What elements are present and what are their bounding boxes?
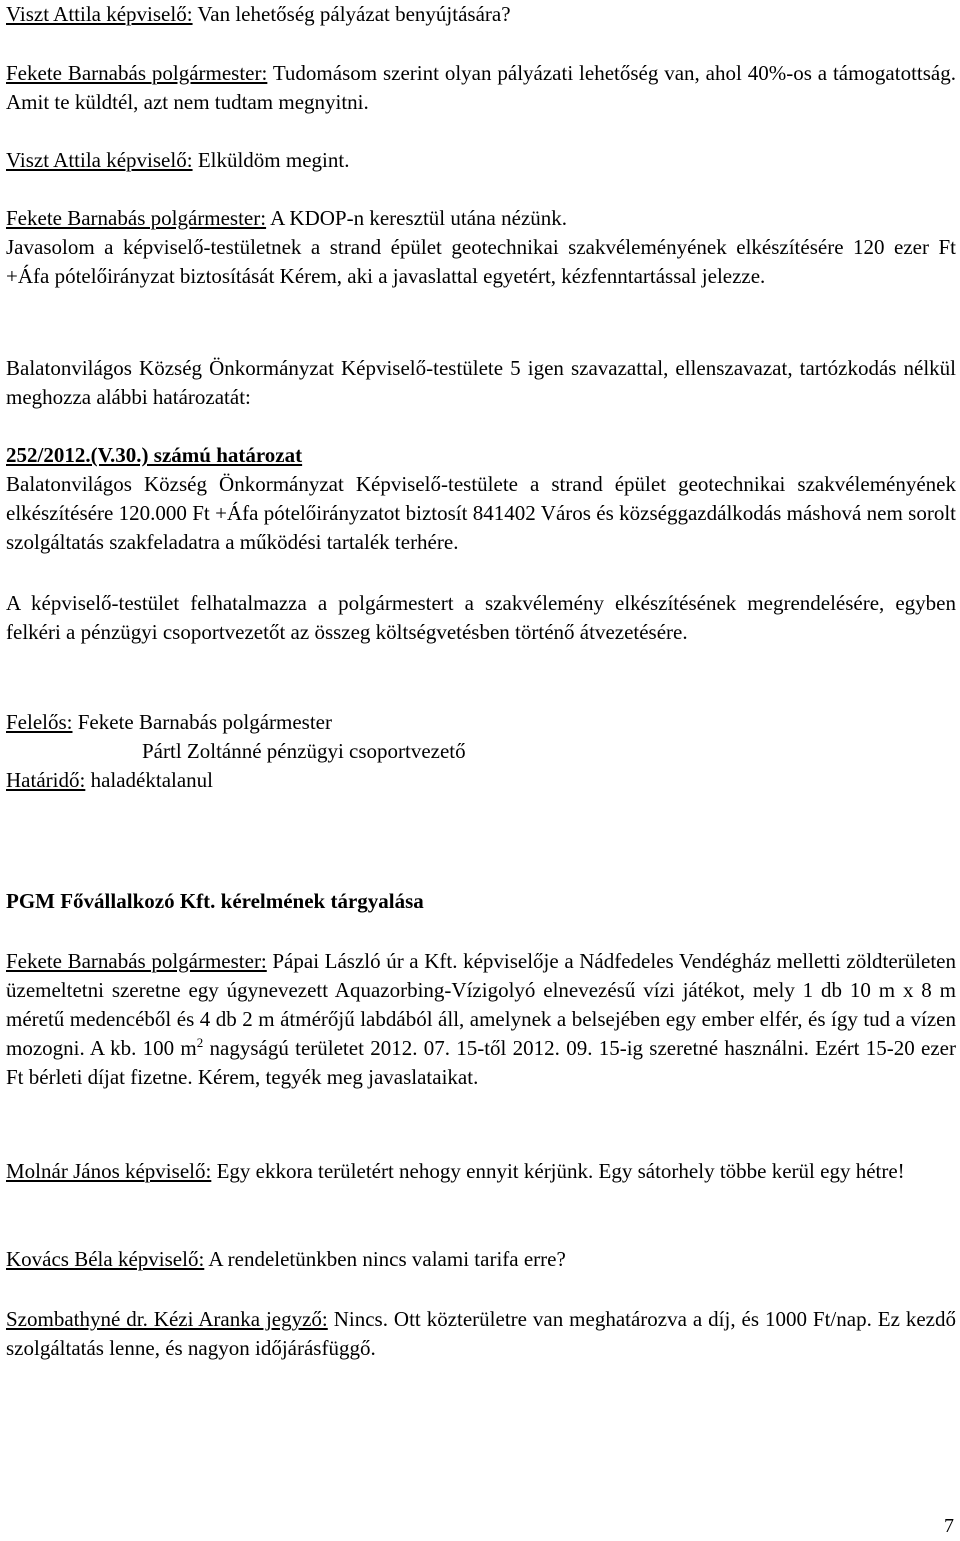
speaker-name: Kovács Béla képviselő: [6,1247,205,1271]
dialogue-text-continued: nagyságú területet 2012. 07. 15-től 2012. 09. 15-ig szeretné használni. Ezért 15-20 ezer Ft bérleti díjat fizetne. Kérem, tegyék meg javaslataikat. [6,1036,956,1089]
speaker-name: Molnár János képviselő: [6,1159,212,1183]
responsible-label: Felelős: [6,710,73,734]
dialogue-line [6,947,956,1092]
page-number: 7 [944,1515,954,1537]
superscript: 2 [196,1035,204,1050]
vote-text: Balatonvilágos Község Önkormányzat Képviselő-testülete 5 igen szavazattal, ellenszavazat, tartózkodás nélkül meghozza alábbi határozatát: [6,356,956,409]
dialogue-text: Nincs. Ott közterületre van meghatározva a díj, és 1000 Ft/nap. Ez kezdő szolgáltatás lenne, és nagyon időjárásfüggő. [6,1307,956,1360]
dialogue-text: Tudomásom szerint olyan pályázati lehetőség van, ahol 40%-os a támogatottság. Amit te küldtél, azt nem tudtam megnyitni. [6,61,957,114]
resolution-number: 252/2012.(V.30.) [6,443,149,467]
dialogue-line [6,1157,956,1186]
dialogue-line [6,1245,956,1274]
responsible-line [6,708,956,737]
section-title: PGM Fővállalkozó Kft. kérelmének tárgyalása [6,889,424,913]
speaker-name: Szombathyné dr. Kézi Aranka jegyző: [6,1307,328,1331]
dialogue-text: A rendeletünkben nincs valami tarifa erre? [204,1247,566,1271]
dialogue-line [6,0,956,29]
dialogue-text: Pápai László úr a Kft. képviselője a Nádfedeles Vendégház melletti zöldterületen üzemeltetni szeretne egy úgynevezett Aquazorbing-Vízigolyó elnevezésű vízi játékot, mely 1 db 10 m x 8 m méretű medencéből és 4 db 2 m átmérőjű labdából áll, amelynek a belsejében egy ember elfér, és így tud a vízen mozogni. A kb. 100 m [6,949,956,1060]
deadline-label: Határidő: [6,768,86,792]
dialogue-line [6,1305,956,1363]
dialogue-text: A KDOP-n keresztül utána nézünk. [266,206,568,230]
deadline-value: haladéktalanul [85,768,214,792]
speaker-name: Fekete Barnabás polgármester: [6,206,267,230]
speaker-name: Viszt Attila képviselő: [6,2,193,26]
responsible-name-2: Pártl Zoltánné pénzügyi csoportvezető [142,739,466,763]
resolution-text: Balatonvilágos Község Önkormányzat Képviselő-testülete a strand épület geotechnikai szakvéleményének elkészítésére 120.000 Ft +Áfa pótelőirányzatot biztosít 841402 Város és községgazdálkodás máshová nem sorolt szolgáltatás szakfeladatra a működési tartalék terhére. [6,472,956,554]
resolution-mandate: A képviselő-testület felhatalmazza a polgármestert a szakvélemény elkészítésének megrendelésére, egyben felkéri a pénzügyi csoportvezetőt az összeg költségvetésben történő átvezetésére. [6,591,956,644]
dialogue-line [6,146,956,175]
speaker-name: Fekete Barnabás polgármester: [6,61,268,85]
dialogue-text: Elküldöm megint. [192,148,350,172]
dialogue-line [6,204,956,233]
resolution-heading [6,441,956,470]
resolution-title: számú határozat [148,443,303,467]
speaker-name: Viszt Attila képviselő: [6,148,193,172]
dialogue-text: Van lehetőség pályázat benyújtására? [192,2,511,26]
dialogue-line [6,59,956,117]
responsible-name: Fekete Barnabás polgármester [72,710,332,734]
dialogue-text: Egy ekkora területért nehogy ennyit kérjünk. Egy sátorhely többe kerül egy hétre! [211,1159,905,1183]
speaker-name: Fekete Barnabás polgármester: [6,949,267,973]
deadline-line [6,766,956,795]
proposal-text: Javasolom a képviselő-testületnek a strand épület geotechnikai szakvéleményének elkészítésére 120 ezer Ft +Áfa pótelőirányzat biztosítását Kérem, aki a javaslattal egyetért, kézfenntartással jelezze. [6,235,956,288]
